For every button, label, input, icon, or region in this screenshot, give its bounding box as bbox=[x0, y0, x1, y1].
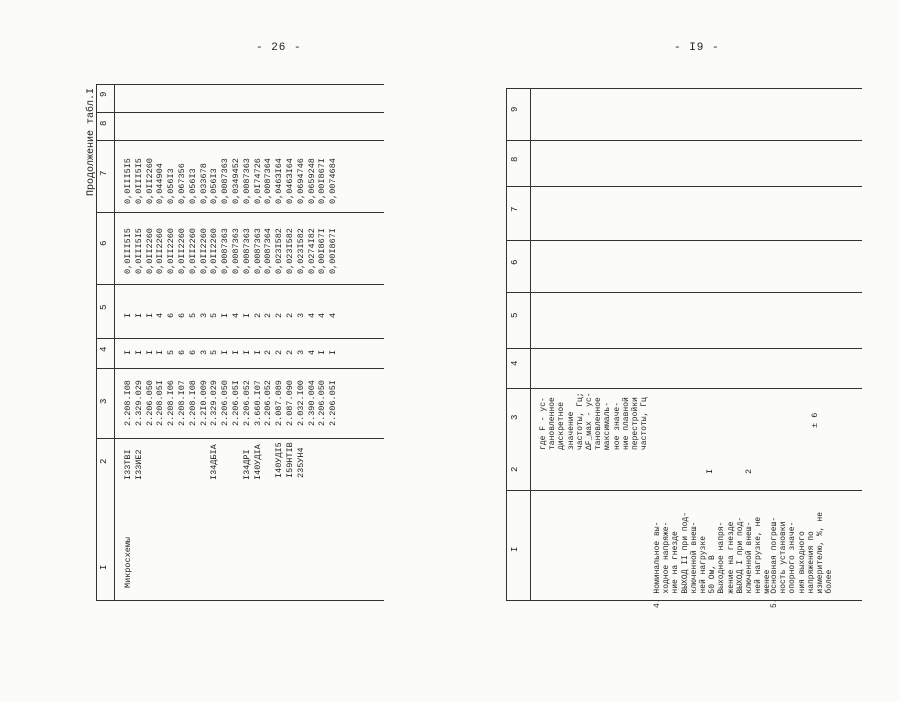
column-header: 8 bbox=[510, 156, 520, 162]
column-header: 9 bbox=[510, 106, 520, 112]
table-cell-col5: 5 bbox=[209, 312, 220, 318]
header-row-line bbox=[114, 84, 115, 600]
column-header: 7 bbox=[510, 206, 520, 212]
table-cell-col7: 0,044904 bbox=[155, 163, 166, 204]
column-separator-line bbox=[96, 438, 384, 439]
table-cell-col6: 0,0II2260 bbox=[155, 228, 166, 274]
table-cell-col3: 2.206.052 bbox=[241, 380, 252, 426]
table-cell-col6: 0,0III5I5 bbox=[133, 228, 144, 274]
table-edge-line bbox=[506, 88, 507, 600]
table-cell-col3: 2.2I0.009 bbox=[198, 380, 209, 426]
cell-type: I40УДIA bbox=[252, 444, 263, 480]
header-row-line bbox=[530, 88, 531, 600]
table-cell-col6: 0,0274I82 bbox=[306, 228, 317, 274]
column-separator-line bbox=[506, 348, 862, 349]
column-separator-line bbox=[96, 112, 384, 113]
table-cell-col5: 4 bbox=[306, 312, 317, 318]
table-cell-col7: 0,0III5I5 bbox=[133, 158, 144, 204]
table-cell-col7: 0,046ЗI64 bbox=[274, 158, 285, 204]
table-cell-col6: 0,0III5I5 bbox=[123, 228, 133, 274]
table-cell-col7: 0,0087363 bbox=[241, 158, 252, 204]
table-cell-col3: 2.208.I08 bbox=[187, 380, 198, 426]
table-cell-col3: 2.390.004 bbox=[306, 380, 317, 426]
column-separator-line bbox=[506, 388, 862, 389]
table-cell-col4: 2 bbox=[285, 349, 295, 355]
column-header: 6 bbox=[99, 240, 109, 246]
column-separator-line bbox=[96, 212, 384, 213]
table-cell-col5: 5 bbox=[187, 312, 198, 318]
table-cell-col4: I bbox=[144, 349, 155, 355]
table-cell-col5: 3 bbox=[198, 312, 209, 318]
cell-type: 235УH4 bbox=[295, 447, 306, 478]
table-cell-col4: I bbox=[133, 349, 144, 355]
col3-note: где F - ус- тановленное дискретное значение частоты, Гц; ΔF_мах - ус- тановленное максималь- ное значе- ние плавной перестройки частоты, Гц bbox=[539, 392, 650, 450]
table-cell-col7: 0,0II2260 bbox=[144, 158, 155, 204]
column-separator-line bbox=[96, 368, 384, 369]
table-cell-col6: 0,0087363 bbox=[231, 228, 241, 274]
column-header: 3 bbox=[99, 398, 109, 404]
column-separator-line bbox=[96, 338, 384, 339]
table-cell-col6: 0,0II2260 bbox=[209, 228, 220, 274]
table-cell-col7: 0,00I867I bbox=[317, 158, 328, 204]
column-separator-line bbox=[506, 186, 862, 187]
left-page-number: - 26 - bbox=[256, 42, 302, 54]
item-5-text: 5. Основная погреш- ность установки опорного значе- ния выходного напряжения по измерителю, %, не более bbox=[770, 511, 835, 608]
item-4-col2-value: I bbox=[705, 468, 715, 474]
table-cell-col7: 0,046ЗI64 bbox=[285, 158, 295, 204]
table-cell-col5: 4 bbox=[231, 312, 241, 318]
column-header: I bbox=[510, 546, 520, 552]
table-cell-col3: 2.206.050 bbox=[317, 380, 328, 426]
cell-type: I34ДPI bbox=[241, 449, 252, 480]
table-caption: Продолжение табл.I bbox=[86, 87, 97, 196]
column-separator-line bbox=[96, 284, 384, 285]
cell-type: I59HTIB bbox=[285, 442, 295, 478]
table-cell-col7: 0,0349452 bbox=[231, 158, 241, 204]
column-header: 2 bbox=[99, 458, 109, 464]
table-cell-col5: 6 bbox=[177, 312, 187, 318]
table-cell-col4: I bbox=[317, 349, 328, 355]
table-cell-col5: 2 bbox=[263, 312, 274, 318]
table-cell-col5: I bbox=[144, 312, 155, 318]
table-cell-col5: 4 bbox=[155, 312, 166, 318]
column-header: 4 bbox=[99, 346, 109, 352]
table-cell-col6: 0,0II2260 bbox=[177, 228, 187, 274]
right-page-number: - I9 - bbox=[674, 42, 720, 54]
column-header: 8 bbox=[99, 120, 109, 126]
table-cell-col6: 0,023I582 bbox=[274, 228, 285, 274]
table-cell-col4: 3 bbox=[295, 349, 306, 355]
table-cell-col7: 0,067356 bbox=[177, 163, 187, 204]
table-cell-col3: 2.206.05I bbox=[328, 380, 339, 426]
table-cell-col4: 6 bbox=[177, 349, 187, 355]
column-header: 2 bbox=[510, 466, 520, 472]
table-cell-col3: 2.208.I08 bbox=[123, 380, 133, 426]
column-header: 6 bbox=[510, 259, 520, 265]
table-cell-col7: 0,056I3 bbox=[166, 168, 177, 204]
table-cell-col3: 2.206.05I bbox=[231, 380, 241, 426]
table-cell-col4: 5 bbox=[209, 349, 220, 355]
table-cell-col3: 2.206.050 bbox=[144, 380, 155, 426]
table-cell-col3: 2.208.I06 bbox=[166, 380, 177, 426]
table-cell-col4: 4 bbox=[306, 349, 317, 355]
cell-type: I34ДБIA bbox=[209, 444, 220, 480]
cell-type: I33ИE2 bbox=[133, 449, 144, 480]
column-separator-line bbox=[506, 88, 862, 89]
table-cell-col3: 3.660.I07 bbox=[252, 380, 263, 426]
table-cell-col5: I bbox=[123, 312, 133, 318]
table-cell-col7: 0,056I3 bbox=[209, 168, 220, 204]
table-cell-col6: 0,023I582 bbox=[295, 228, 306, 274]
table-cell-col7: 0,0I74726 bbox=[252, 158, 263, 204]
table-cell-col7: 0,033678 bbox=[198, 163, 209, 204]
table-cell-col4: 5 bbox=[166, 349, 177, 355]
item-5-col3-value: ± 6 bbox=[810, 412, 820, 428]
table-cell-col5: 4 bbox=[328, 312, 339, 318]
cell-type: I40УДI5 bbox=[274, 442, 285, 478]
table-cell-col5: 2 bbox=[285, 312, 295, 318]
table-cell-col6: 0,0II2260 bbox=[144, 228, 155, 274]
column-header: 5 bbox=[510, 312, 520, 318]
table-cell-col5: 4 bbox=[317, 312, 328, 318]
table-cell-col5: 6 bbox=[166, 312, 177, 318]
table-cell-col6: 0,00I867I bbox=[317, 228, 328, 274]
table-cell-col7: 0,0087364 bbox=[263, 158, 274, 204]
table-cell-col4: I bbox=[220, 349, 231, 355]
table-cell-col3: 2.208.I07 bbox=[177, 380, 187, 426]
table-cell-col7: 0,0659248 bbox=[306, 158, 317, 204]
column-separator-line bbox=[506, 292, 862, 293]
cell-type: I33TBI bbox=[123, 449, 133, 480]
table-cell-col6: 0,0087364 bbox=[263, 228, 274, 274]
column-separator-line bbox=[506, 240, 862, 241]
table-cell-col6: 0,0087363 bbox=[241, 228, 252, 274]
table-cell-col4: 6 bbox=[187, 349, 198, 355]
table-cell-col3: 2.329.029 bbox=[209, 380, 220, 426]
table-cell-col4: I bbox=[123, 349, 133, 355]
table-cell-col6: 0,023I582 bbox=[285, 228, 295, 274]
table-cell-col3: 2.206.050 bbox=[220, 380, 231, 426]
table-cell-col4: 2 bbox=[263, 349, 274, 355]
column-header: 3 bbox=[510, 414, 520, 420]
table-cell-col7: 0,0087363 bbox=[220, 158, 231, 204]
table-cell-col5: I bbox=[133, 312, 144, 318]
table-cell-col5: I bbox=[241, 312, 252, 318]
table-cell-col7: 0,056I3 bbox=[187, 168, 198, 204]
table-cell-col4: I bbox=[231, 349, 241, 355]
table-cell-col4: I bbox=[241, 349, 252, 355]
table-cell-col5: I bbox=[220, 312, 231, 318]
row-label: Микросхемы bbox=[123, 536, 133, 588]
table-cell-col3: 2.087.089 bbox=[274, 380, 285, 426]
column-separator-line bbox=[506, 140, 862, 141]
table-cell-col6: 0,0II2260 bbox=[166, 228, 177, 274]
table-cell-col4: I bbox=[155, 349, 166, 355]
table-cell-col6: 0,0II2260 bbox=[198, 228, 209, 274]
item-4-text: 4. Номинальное вы- ходное напряже- ние на гнезде ВЫХОД II при под- ключенной внеш- ней нагрузке 50 Ом, В Выходное напря- жение на гнезде ВЫХОД I при под- ключенной внеш- ней нагрузке, не менее bbox=[653, 511, 773, 608]
table-cell-col4: I bbox=[328, 349, 339, 355]
table-cell-col7: 0,0074684 bbox=[328, 158, 339, 204]
table-edge-line bbox=[96, 84, 97, 600]
table-cell-col6: 0,0II2260 bbox=[187, 228, 198, 274]
column-header: 7 bbox=[99, 170, 109, 176]
table-cell-col6: 0,0087363 bbox=[252, 228, 263, 274]
table-cell-col7: 0,0III5I5 bbox=[123, 158, 133, 204]
table-cell-col3: 2.206.052 bbox=[263, 380, 274, 426]
table-cell-col3: 2.087.090 bbox=[285, 380, 295, 426]
column-separator-line bbox=[96, 600, 384, 601]
table-cell-col5: 3 bbox=[295, 312, 306, 318]
table-cell-col5: 2 bbox=[252, 312, 263, 318]
item-4b-col2-value: 2 bbox=[744, 468, 754, 474]
table-cell-col5: 2 bbox=[274, 312, 285, 318]
column-separator-line bbox=[96, 140, 384, 141]
column-header: I bbox=[99, 564, 109, 570]
column-header: 5 bbox=[99, 304, 109, 310]
column-separator-line bbox=[96, 84, 384, 85]
table-cell-col6: 0,0087363 bbox=[220, 228, 231, 274]
column-separator-line bbox=[506, 490, 862, 491]
table-cell-col3: 2.208.05I bbox=[155, 380, 166, 426]
table-cell-col3: 2.329.029 bbox=[133, 380, 144, 426]
table-cell-col6: 0,00I867I bbox=[328, 228, 339, 274]
table-cell-col4: I bbox=[252, 349, 263, 355]
table-cell-col7: 0,0694746 bbox=[295, 158, 306, 204]
column-header: 4 bbox=[510, 360, 520, 366]
table-cell-col4: 2 bbox=[274, 349, 285, 355]
table-cell-col4: 3 bbox=[198, 349, 209, 355]
table-cell-col3: 2.032.I00 bbox=[295, 380, 306, 426]
column-header: 9 bbox=[99, 91, 109, 97]
